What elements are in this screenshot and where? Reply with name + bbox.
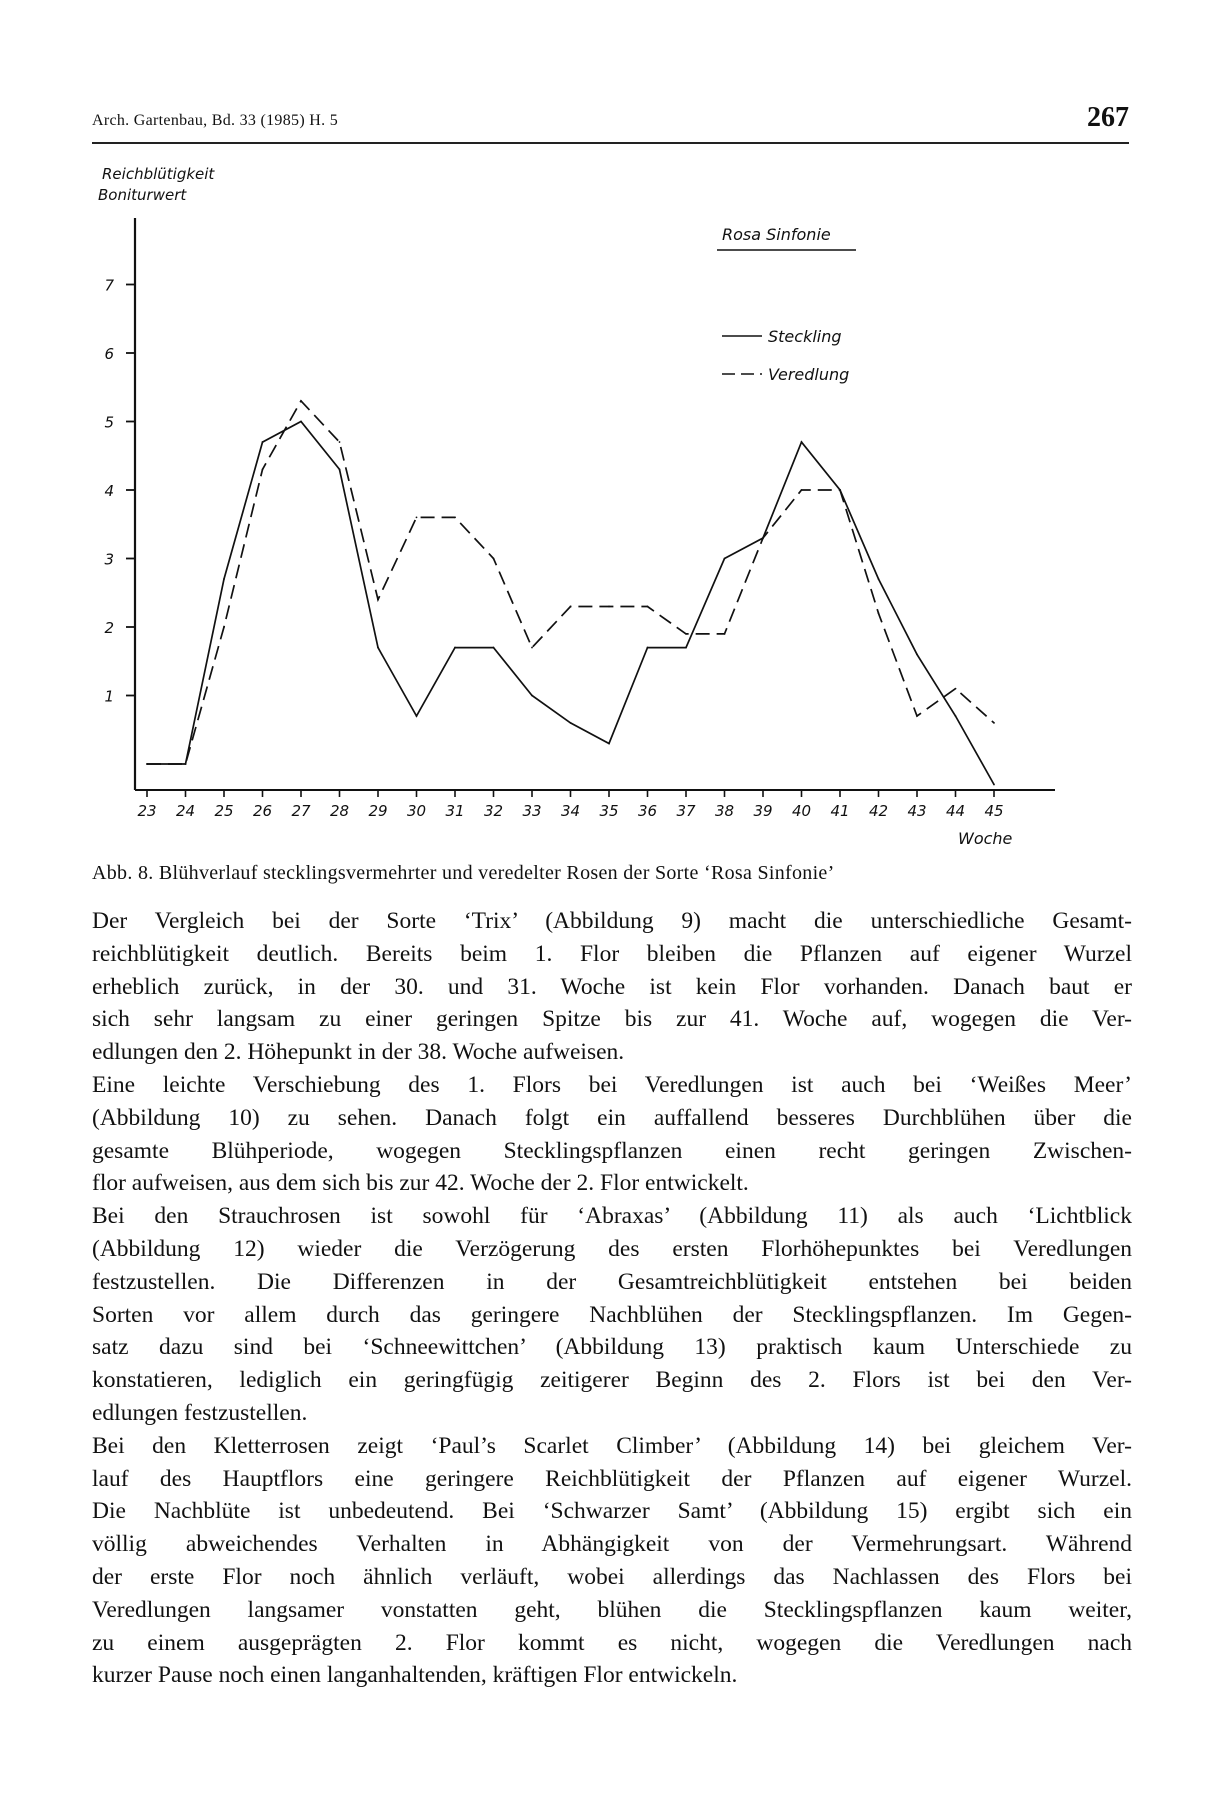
- chart-ticks: [104, 277, 1003, 821]
- data-point-steckling: [531, 695, 533, 697]
- text-line: reichblütigkeit deutlich. Bereits beim 1. Flor bleiben die Pflanzen auf eigener Wurzel: [92, 940, 1132, 967]
- text-line: erheblich zurück, in der 30. und 31. Woche ist kein Flor vorhanden. Danach baut er: [92, 973, 1132, 1000]
- data-point-veredlung: [878, 612, 880, 614]
- data-point-veredlung: [531, 647, 533, 649]
- x-tick-label: 26: [252, 802, 273, 820]
- data-point-veredlung: [570, 606, 572, 608]
- data-point-veredlung: [916, 715, 918, 717]
- data-point-veredlung: [377, 599, 379, 601]
- data-point-steckling: [993, 784, 995, 786]
- x-tick-label: 27: [291, 802, 311, 820]
- x-tick-label: 40: [791, 802, 812, 820]
- chart-title: Rosa Sinfonie: [722, 225, 831, 244]
- data-point-steckling: [570, 722, 572, 724]
- data-point-veredlung: [955, 688, 957, 690]
- legend: [722, 327, 849, 384]
- text-line: edlungen den 2. Höhepunkt in der 38. Woche aufweisen.: [92, 1039, 625, 1066]
- data-point-steckling: [955, 715, 957, 717]
- data-point-steckling: [878, 578, 880, 580]
- body-text: [92, 905, 1132, 1692]
- text-line: zu einem ausgeprägten 2. Flor kommt es nicht, wogegen die Veredlungen nach: [92, 1629, 1132, 1656]
- chart-series: [146, 400, 995, 785]
- data-point-steckling: [262, 441, 264, 443]
- text-line: Veredlungen langsamer vonstatten geht, blühen die Stecklingspflanzen kaum weiter,: [92, 1596, 1132, 1623]
- data-point-veredlung: [416, 517, 418, 519]
- text-line: edlungen festzustellen.: [92, 1399, 308, 1426]
- data-point-veredlung: [993, 722, 995, 724]
- data-point-steckling: [647, 647, 649, 649]
- y-tick-label: 2: [104, 619, 114, 637]
- x-tick-label: 37: [676, 802, 696, 820]
- text-line: flor aufweisen, aus dem sich bis zur 42. Woche der 2. Flor entwickelt.: [92, 1170, 749, 1197]
- y-tick-label: 5: [104, 413, 114, 432]
- data-point-veredlung: [339, 441, 341, 443]
- data-point-veredlung: [300, 400, 302, 402]
- data-point-veredlung: [493, 558, 495, 560]
- x-tick-label: 38: [714, 802, 735, 820]
- data-point-steckling: [454, 647, 456, 649]
- text-line: (Abbildung 10) zu sehen. Danach folgt ein auffallend besseres Durchblühen über die: [92, 1104, 1132, 1131]
- x-tick-label: 31: [445, 802, 465, 820]
- series-line-steckling: [147, 422, 994, 785]
- data-point-veredlung: [223, 626, 225, 628]
- data-point-veredlung: [724, 633, 726, 635]
- x-tick-label: 45: [984, 802, 1004, 820]
- data-point-veredlung: [454, 517, 456, 519]
- x-tick-label: 33: [522, 802, 542, 820]
- x-tick-label: 44: [945, 802, 966, 820]
- data-point-steckling: [493, 647, 495, 649]
- text-line: Bei den Strauchrosen ist sowohl für ‘Abraxas’ (Abbildung 11) als auch ‘Lichtblick: [92, 1203, 1132, 1230]
- data-point-steckling: [724, 558, 726, 560]
- x-tick-label: 39: [753, 802, 773, 820]
- text-line: konstatieren, lediglich ein geringfügig zeitigerer Beginn des 2. Flors ist bei den Ver-: [92, 1367, 1132, 1394]
- data-point-veredlung: [685, 633, 687, 635]
- data-point-steckling: [223, 578, 225, 580]
- y-tick-label: 1: [104, 687, 114, 706]
- y-axis-label-line2: Boniturwert: [98, 186, 187, 204]
- y-tick-label: 7: [104, 276, 114, 295]
- data-point-steckling: [685, 647, 687, 649]
- y-axis-label-line1: Reichblütigkeit: [102, 165, 215, 183]
- text-line: der erste Flor noch ähnlich verläuft, wobei allerdings das Nachlassen des Flors bei: [92, 1563, 1132, 1590]
- data-point-veredlung: [801, 489, 803, 491]
- text-line: völlig abweichendes Verhalten in Abhängigkeit von der Vermehrungsart. Während: [92, 1531, 1132, 1558]
- data-point-steckling: [916, 654, 918, 656]
- data-point-steckling: [416, 715, 418, 717]
- data-point-veredlung: [146, 763, 148, 765]
- text-line: kurzer Pause noch einen langanhaltenden, kräftigen Flor entwickeln.: [92, 1662, 738, 1689]
- y-tick-label: 3: [104, 550, 114, 569]
- x-tick-label: 29: [368, 802, 388, 820]
- x-axis-label: Woche: [958, 829, 1013, 848]
- x-tick-label: 23: [137, 802, 157, 820]
- text-line: Der Vergleich bei der Sorte ‘Trix’ (Abbildung 9) macht die unterschiedliche Gesamt-: [92, 908, 1132, 934]
- data-point-veredlung: [608, 606, 610, 608]
- y-tick-label: 4: [104, 482, 114, 500]
- text-line: gesamte Blühperiode, wogegen Stecklingspflanzen einen recht geringen Zwischen-: [92, 1137, 1132, 1164]
- x-tick-label: 24: [175, 802, 196, 820]
- text-line: Eine leichte Verschiebung des 1. Flors bei Veredlungen ist auch bei ‘Weißes Meer’: [92, 1071, 1132, 1098]
- page-header: [92, 102, 1129, 144]
- text-line: lauf des Hauptflors eine geringere Reichblütigkeit der Pflanzen auf eigener Wurzel.: [92, 1465, 1132, 1492]
- data-point-steckling: [801, 441, 803, 443]
- data-point-steckling: [377, 647, 379, 649]
- text-line: satz dazu sind bei ‘Schneewittchen’ (Abbildung 13) praktisch kaum Unterschiede zu: [92, 1334, 1132, 1361]
- x-tick-label: 34: [560, 802, 581, 820]
- x-tick-label: 28: [329, 802, 350, 820]
- data-point-veredlung: [839, 489, 841, 491]
- text-line: Die Nachblüte ist unbedeutend. Bei ‘Schwarzer Samt’ (Abbildung 15) ergibt sich ein: [92, 1498, 1132, 1525]
- journal-reference: Arch. Gartenbau, Bd. 33 (1985) H. 5: [92, 112, 338, 129]
- data-point-steckling: [339, 469, 341, 471]
- y-tick-label: 6: [104, 345, 114, 363]
- data-point-veredlung: [185, 763, 187, 765]
- text-line: Sorten vor allem durch das geringere Nachblühen der Stecklingspflanzen. Im Gegen-: [92, 1301, 1132, 1328]
- x-tick-label: 30: [406, 802, 427, 820]
- x-tick-label: 25: [214, 802, 234, 820]
- data-point-veredlung: [262, 469, 264, 471]
- x-tick-label: 35: [599, 802, 619, 820]
- figure-caption: Abb. 8. Blühverlauf stecklingsvermehrter und veredelter Rosen der Sorte ‘Rosa Sinfonie’: [92, 862, 835, 884]
- legend-veredlung-label: Veredlung: [768, 365, 850, 384]
- x-tick-label: 32: [483, 802, 504, 820]
- text-line: Bei den Kletterrosen zeigt ‘Paul’s Scarlet Climber’ (Abbildung 14) bei gleichem Ver-: [92, 1432, 1132, 1459]
- chart-axes: [135, 218, 1055, 790]
- text-line: sich sehr langsam zu einer geringen Spitze bis zur 41. Woche auf, wogegen die Ver-: [92, 1006, 1132, 1033]
- text-line: festzustellen. Die Differenzen in der Gesamtreichblütigkeit entstehen bei beiden: [92, 1268, 1132, 1295]
- data-point-steckling: [300, 421, 302, 423]
- x-tick-label: 42: [868, 802, 889, 820]
- page-number: 267: [1087, 102, 1129, 133]
- series-line-veredlung: [147, 401, 994, 764]
- text-line: (Abbildung 12) wieder die Verzögerung des ersten Florhöhepunktes bei Veredlungen: [92, 1235, 1132, 1262]
- data-point-veredlung: [647, 606, 649, 608]
- bloom-chart: [90, 150, 1160, 860]
- data-point-veredlung: [762, 537, 764, 539]
- x-tick-label: 36: [637, 802, 658, 820]
- data-point-steckling: [608, 743, 610, 745]
- x-tick-label: 41: [830, 802, 850, 820]
- x-tick-label: 43: [907, 802, 927, 820]
- legend-steckling-label: Steckling: [768, 327, 842, 346]
